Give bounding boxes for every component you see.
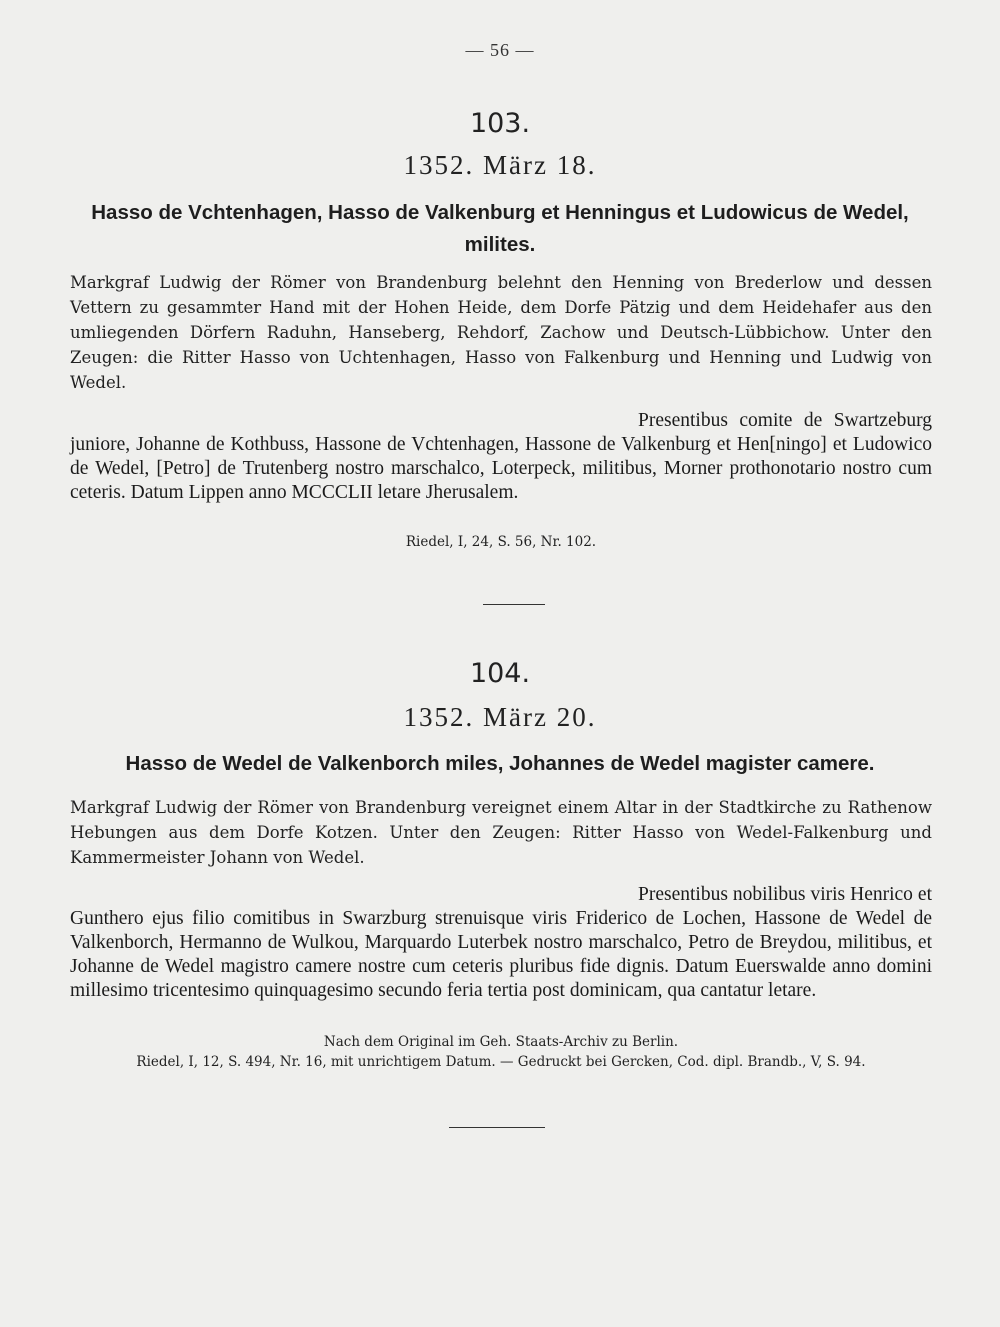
entry-source: Nach dem Original im Geh. Staats-Archiv zu Berlin. [323,1034,679,1050]
entry-number: 103. [469,108,531,139]
entry-regest: Markgraf Ludwig der Römer von Brandenburg belehnt den Henning von Brederlow und dessen Vettern zu gesammter Hand mit der Hohen Heide, dem Dorfe Pätzig und dem Heidehafer aus den umliegenden Dörfern Raduhn, Hanseberg, Rehdorf, Zachow und Deutsch-Lübbichow. Unter den Zeugen: die Ritter Hasso von Uchtenhagen, Hasso von Falkenburg und Henning und Ludwig von Wedel. [70,273,932,392]
entry-latin-text: Presentibus nobilibus viris Henrico et Gunthero ejus filio comitibus in Swarzburg strenuisque viris Friderico de Lochen, Hassone de Wedel de Valkenborch, Hermanno de Wulkou, Marquardo Luterbek nostro marschalco, Petro de Breydou, militibus, et Johanne de Wedel magistro camere nostre cum ceteris pluribus fide dignis. Datum Euerswalde anno domini millesimo tricentesimo quinquagesimo secundo feria tertia post dominicam, qua cantatur letare. [70,884,932,1001]
entry-number: 104. [469,658,531,689]
entry-date: 1352. März 20. [403,702,597,732]
entry-regest: Markgraf Ludwig der Römer von Brandenburg vereignet einem Altar in der Stadtkirche zu Rathenow Hebungen aus dem Dorfe Kotzen. Unter den Zeugen: Ritter Hasso von Wedel-Falkenburg und Kammermeister Johann von Wedel. [70,798,932,867]
entry-title: Hasso de Vchtenhagen, Hasso de Valkenburg et Henningus et Ludowicus de Wedel, milites. [91,201,909,256]
section-divider [449,1127,545,1128]
entry-source: Riedel, I, 24, S. 56, Nr. 102. [405,534,597,550]
entry-date: 1352. März 18. [403,150,597,180]
page-number: — 56 — [465,40,535,60]
section-divider [483,604,545,605]
entry-title: Hasso de Wedel de Valkenborch miles, Johannes de Wedel magister camere. [125,752,875,775]
entry-latin-text: Presentibus comite de Swartzeburg juniore, Johanne de Kothbuss, Hassone de Vchtenhagen, Hassone de Valkenburg et Hen[ningo] et Ludowico de Wedel, [Petro] de Trutenberg nostro marschalco, Loterpeck, militibus, Morner prothonotario nostro cum ceteris. Datum Lippen anno MCCCLII letare Jherusalem. [70,410,932,503]
entry-source: Riedel, I, 12, S. 494, Nr. 16, mit unrichtigem Datum. — Gedruckt bei Gercken, Cod. dipl. Brandb., V, S. 94. [136,1054,866,1070]
